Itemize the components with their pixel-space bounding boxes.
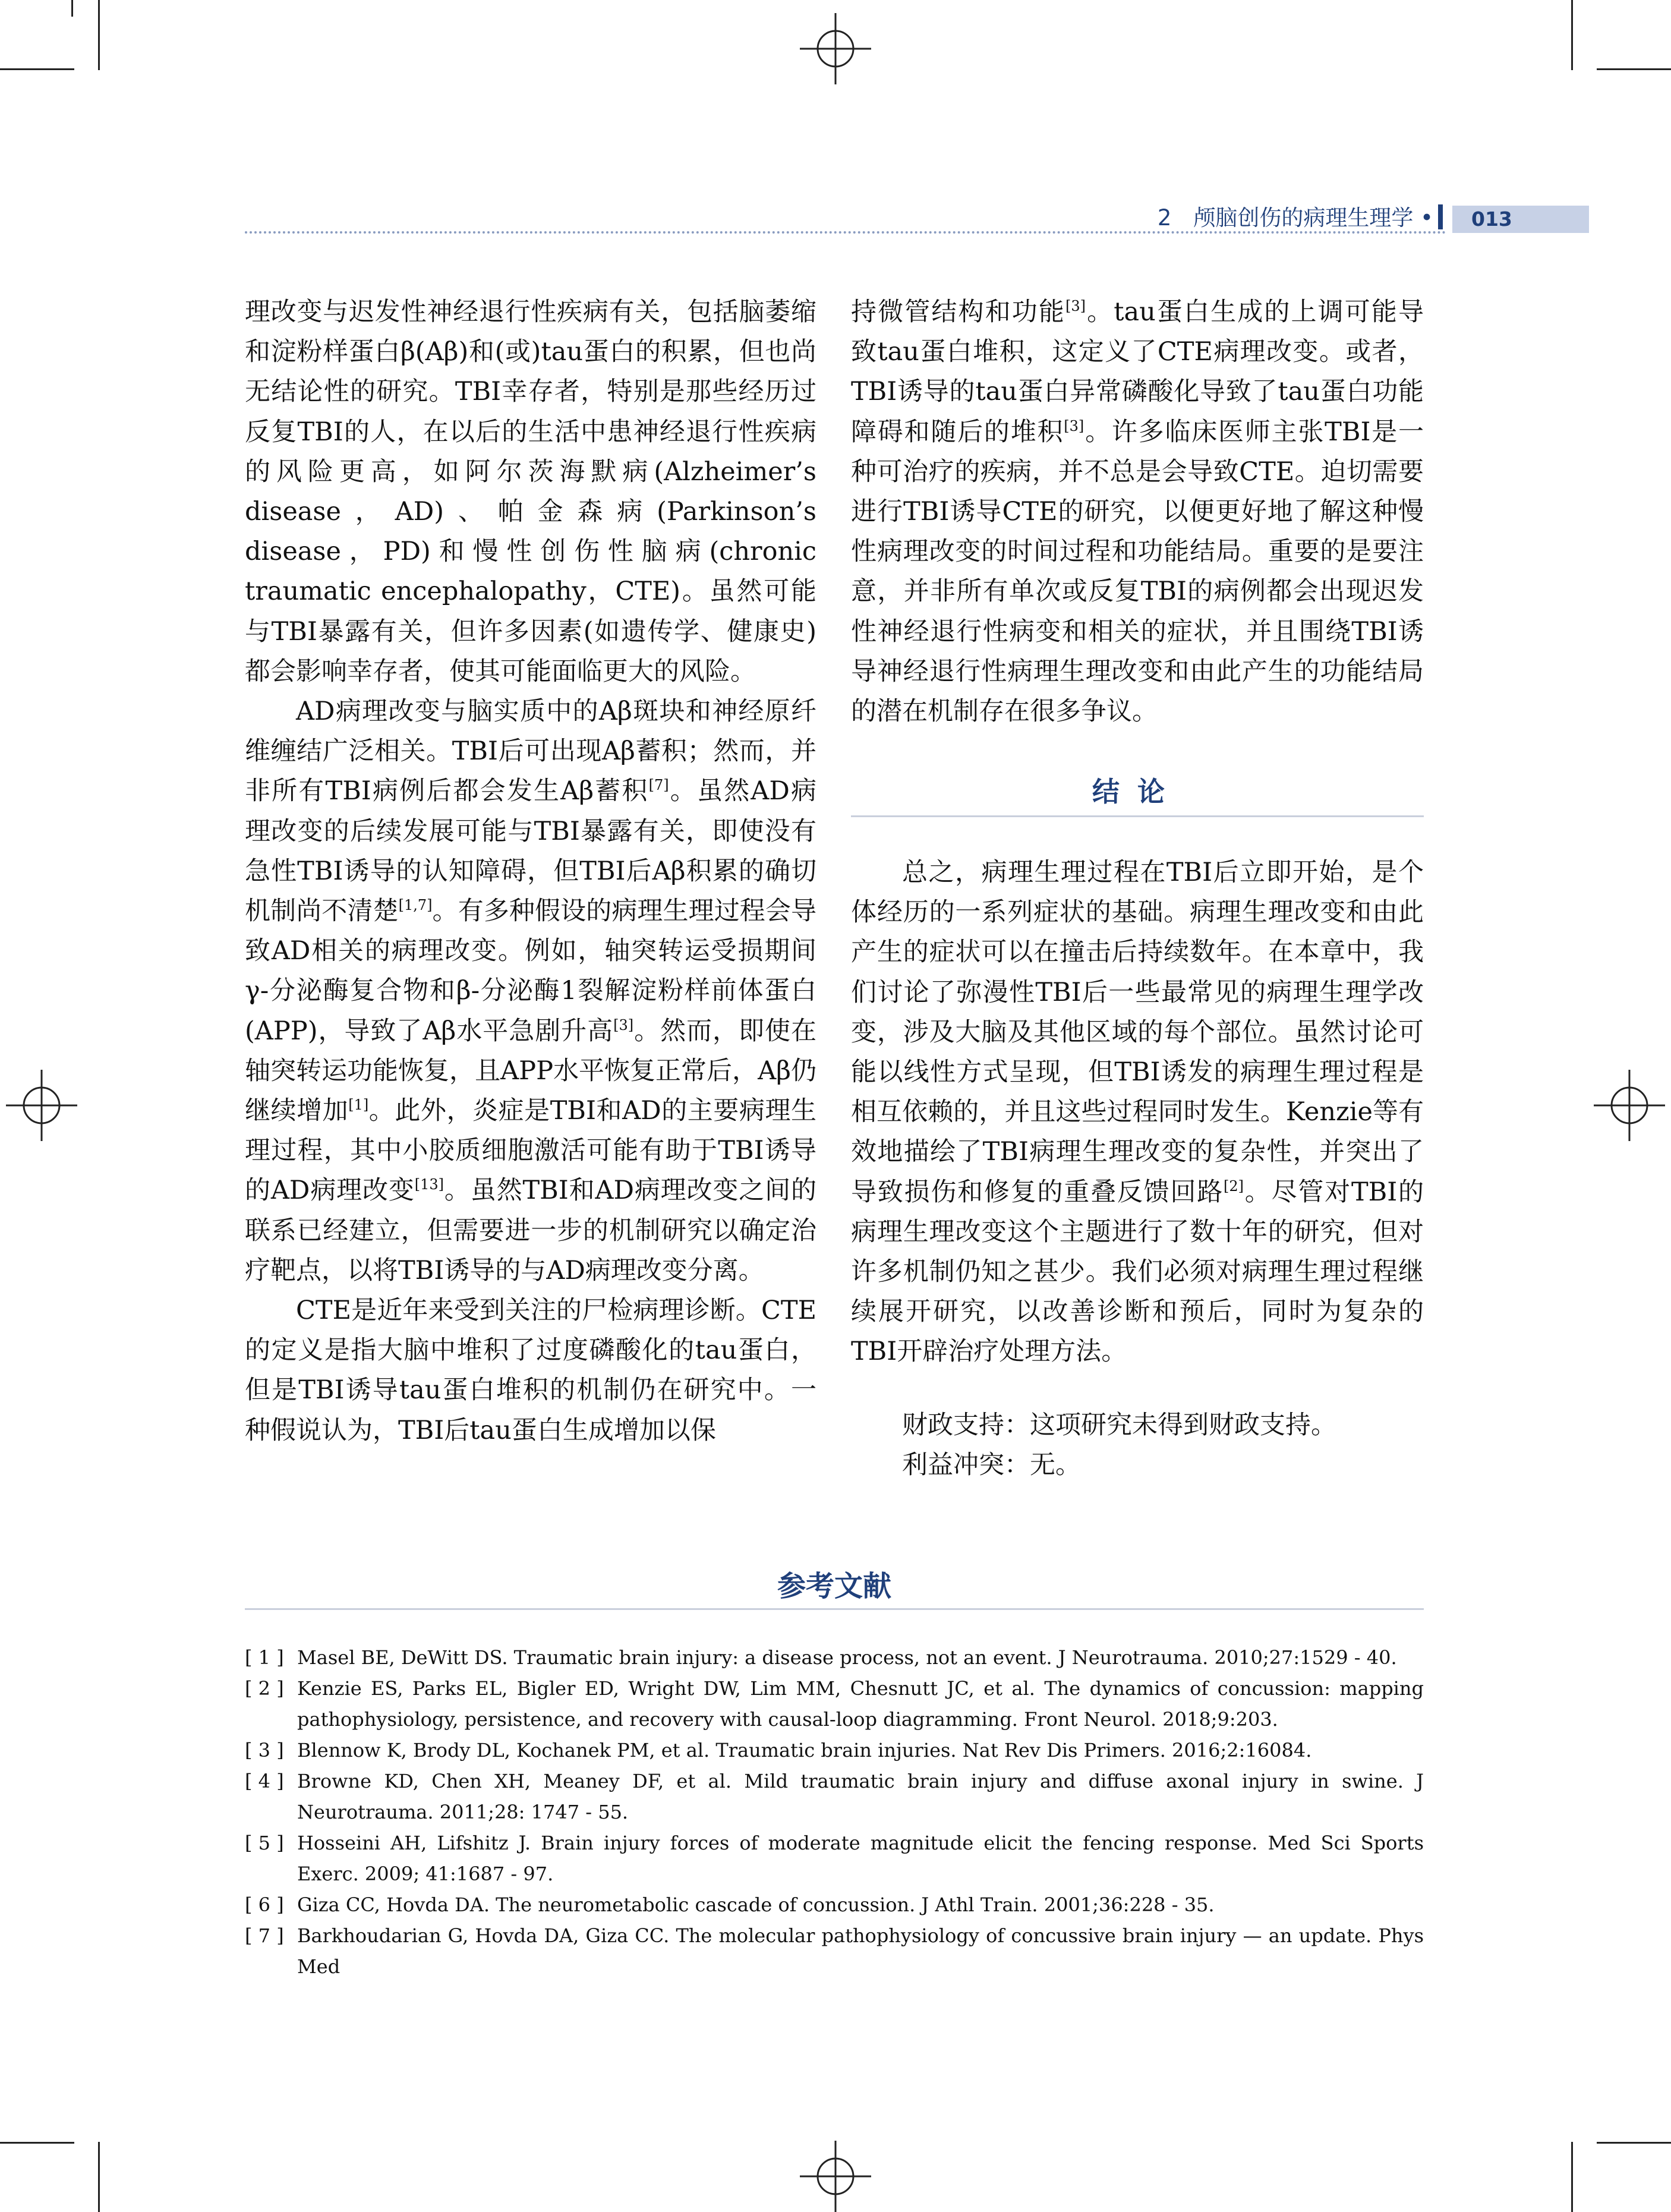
text-run: 。尽管对TBI的病理生理改变这个主题进行了数十年的研究，但对许多机制仍知之甚少。我们必须对病理生理过程继续展开研究，以改善诊断和预后，同时为复杂的TBI开辟治疗处理方法。: [851, 1177, 1424, 1367]
reference-item: [245, 1642, 1424, 1673]
reference-item: [245, 1673, 1424, 1735]
registration-mark-right: [1594, 1070, 1665, 1141]
conclusion-heading: 结论: [1092, 776, 1183, 808]
paragraph: [245, 292, 816, 692]
text-run: 。然而，即使在轴突转运功能恢复，且APP水平恢复正常后，Aβ仍继续增加: [245, 1016, 816, 1126]
conclusion-rule: [851, 815, 1424, 817]
crop-mark-br-h: [1597, 2142, 1671, 2144]
crop-mark-tr-v: [1571, 0, 1573, 70]
text-run: 。虽然AD病理改变的后续发展可能与TBI暴露有关，即使没有急性TBI诱导的认知障碍，但TBI后Aβ积累的确切机制尚不清楚: [245, 776, 817, 927]
citation: [3]: [613, 1016, 634, 1033]
registration-mark-top: [800, 13, 871, 84]
reference-item: [245, 1766, 1424, 1827]
reference-number: [ 1 ]: [245, 1646, 284, 1669]
text-run: 。虽然TBI和AD病理改变之间的联系已经建立，但需要进一步的机制研究以确定治疗靶点，以将TBI诱导的与AD病理改变分离。: [245, 1176, 817, 1285]
crop-mark-tl-h: [0, 68, 74, 70]
right-column: [851, 292, 1424, 732]
citation: [3]: [1064, 417, 1084, 434]
registration-mark-left: [6, 1070, 77, 1141]
reference-number: [ 5 ]: [245, 1832, 284, 1854]
citation: [13]: [414, 1176, 444, 1193]
text-run: 。有多种假设的病理生理过程会导致AD相关的病理改变。例如，轴突转运受损期间γ-分泌酶复合物和β-分泌酶1裂解淀粉样前体蛋白(APP)，导致了Aβ水平急剧升高: [245, 896, 817, 1046]
reference-item: [245, 1920, 1424, 1982]
left-column: [245, 292, 816, 1451]
citation: [7]: [648, 777, 669, 794]
running-header-title: 2 颅脑创伤的病理生理学 •: [1157, 205, 1433, 231]
reference-item: [245, 1735, 1424, 1766]
reference-list: [245, 1642, 1424, 1982]
paragraph: [245, 1291, 816, 1451]
crop-mark-tl-v2: [71, 0, 73, 17]
citation: [3]: [1065, 298, 1086, 314]
header-divider: [1438, 204, 1443, 229]
text-run: CTE是近年来受到关注的尸检病理诊断。CTE的定义是指大脑中堆积了过度磷酸化的tau蛋白，但是TBI诱导tau蛋白堆积的机制仍在研究中。一种假说认为，TBI后tau蛋白生成增加以保: [245, 1296, 816, 1445]
reference-item: [245, 1889, 1424, 1920]
reference-number: [ 7 ]: [245, 1924, 284, 1947]
paragraph: [851, 853, 1424, 1372]
reference-item: [245, 1827, 1424, 1889]
text-run: 总之，病理生理过程在TBI后立即开始，是个体经历的一系列症状的基础。病理生理改变和由此产生的症状可以在撞击后持续数年。在本章中，我们讨论了弥漫性TBI后一些最常见的病理生理学改变，涉及大脑及其他区域的每个部位。虽然讨论可能以线性方式呈现，但TBI诱发的病理生理过程是相互依赖的，并且这些过程同时发生。Kenzie等有效地描绘了TBI病理生理改变的复杂性，并突出了导致损伤和修复的重叠反馈回路: [851, 858, 1424, 1207]
header-rule: [245, 231, 1446, 234]
paragraph: [245, 692, 816, 1291]
funding-statement: 财政支持：这项研究未得到财政支持。: [902, 1410, 1336, 1440]
paragraph: [851, 292, 1424, 732]
reference-number: [ 6 ]: [245, 1893, 284, 1916]
conclusion-body: [851, 853, 1424, 1372]
reference-text: Kenzie ES, Parks EL, Bigler ED, Wright DW, Lim MM, Chesnutt JC, et al. The dynamics of concussion: mapping pathophysiology, persistence, and recovery with causal-loop diagramming. Front Neurol. 2018;9:203.: [297, 1677, 1424, 1731]
reference-number: [ 3 ]: [245, 1739, 284, 1762]
reference-number: [ 2 ]: [245, 1677, 284, 1700]
reference-text: Hosseini AH, Lifshitz J. Brain injury forces of moderate magnitude elicit the fencing response. Med Sci Sports Exerc. 2009; 41:1687 - 97.: [297, 1832, 1424, 1885]
reference-text: Browne KD, Chen XH, Meaney DF, et al. Mild traumatic brain injury and diffuse axonal injury in swine. J Neurotrauma. 2011;28: 1747 - 55.: [297, 1770, 1424, 1823]
page-number: 013: [1452, 206, 1589, 233]
text-run: 。此外，炎症是TBI和AD的主要病理生理过程，其中小胶质细胞激活可能有助于TBI诱导的AD病理改变: [245, 1096, 817, 1206]
crop-mark-bl-h: [0, 2142, 74, 2144]
text-run: 。tau蛋白生成的上调可能导致tau蛋白堆积，这定义了CTE病理改变。或者，TBI诱导的tau蛋白异常磷酸化导致了tau蛋白功能障碍和随后的堆积: [851, 297, 1424, 447]
references-rule: [245, 1608, 1424, 1610]
reference-text: Masel BE, DeWitt DS. Traumatic brain injury: a disease process, not an event. J Neurotrauma. 2010;27:1529 - 40.: [297, 1646, 1397, 1669]
reference-number: [ 4 ]: [245, 1770, 284, 1792]
text-run: 持微管结构和功能: [851, 297, 1065, 327]
citation: [1,7]: [398, 897, 433, 914]
registration-mark-bottom: [800, 2141, 871, 2212]
conflict-statement: 利益冲突：无。: [902, 1450, 1081, 1480]
reference-text: Giza CC, Hovda DA. The neurometabolic cascade of concussion. J Athl Train. 2001;36:228 - 35.: [297, 1893, 1215, 1916]
crop-mark-br-v: [1571, 2142, 1573, 2212]
crop-mark-tr-h: [1597, 68, 1671, 70]
text-run: 理改变与迟发性神经退行性疾病有关，包括脑萎缩和淀粉样蛋白β(Aβ)和(或)tau蛋白的积累，但也尚无结论性的研究。TBI幸存者，特别是那些经历过反复TBI的人，在以后的生活中患神经退行性疾病的风险更高，如阿尔茨海默病(Alzheimer’s disease，AD)、帕金森病(Parkinson’s disease，PD)和慢性创伤性脑病(chronic traumatic encephalopathy，CTE)。虽然可能与TBI暴露有关，但许多因素(如遗传学、健康史)都会影响幸存者，使其可能面临更大的风险。: [245, 297, 816, 686]
citation: [1]: [348, 1096, 369, 1114]
references-heading: 参考文献: [777, 1570, 891, 1603]
reference-text: Barkhoudarian G, Hovda DA, Giza CC. The molecular pathophysiology of concussive brain injury — an update. Phys Med: [297, 1924, 1424, 1978]
text-run: AD病理改变与脑实质中的Aβ斑块和神经原纤维缠结广泛相关。TBI后可出现Aβ蓄积；然而，并非所有TBI病例后都会发生Aβ蓄积: [245, 697, 816, 806]
crop-mark-bl-v: [98, 2142, 100, 2212]
citation: [2]: [1224, 1177, 1244, 1195]
disclosures: [851, 1406, 1424, 1485]
crop-mark-tl-v: [98, 0, 100, 70]
reference-text: Blennow K, Brody DL, Kochanek PM, et al. Traumatic brain injuries. Nat Rev Dis Primers. 2016;2:16084.: [297, 1739, 1312, 1762]
text-run: 。许多临床医师主张TBI是一种可治疗的疾病，并不总是会导致CTE。迫切需要进行TBI诱导CTE的研究，以便更好地了解这种慢性病理改变的时间过程和功能结局。重要的是要注意，并非所有单次或反复TBI的病例都会出现迟发性神经退行性病变和相关的症状，并且围绕TBI诱导神经退行性病理生理改变和由此产生的功能结局的潜在机制存在很多争议。: [851, 417, 1424, 727]
